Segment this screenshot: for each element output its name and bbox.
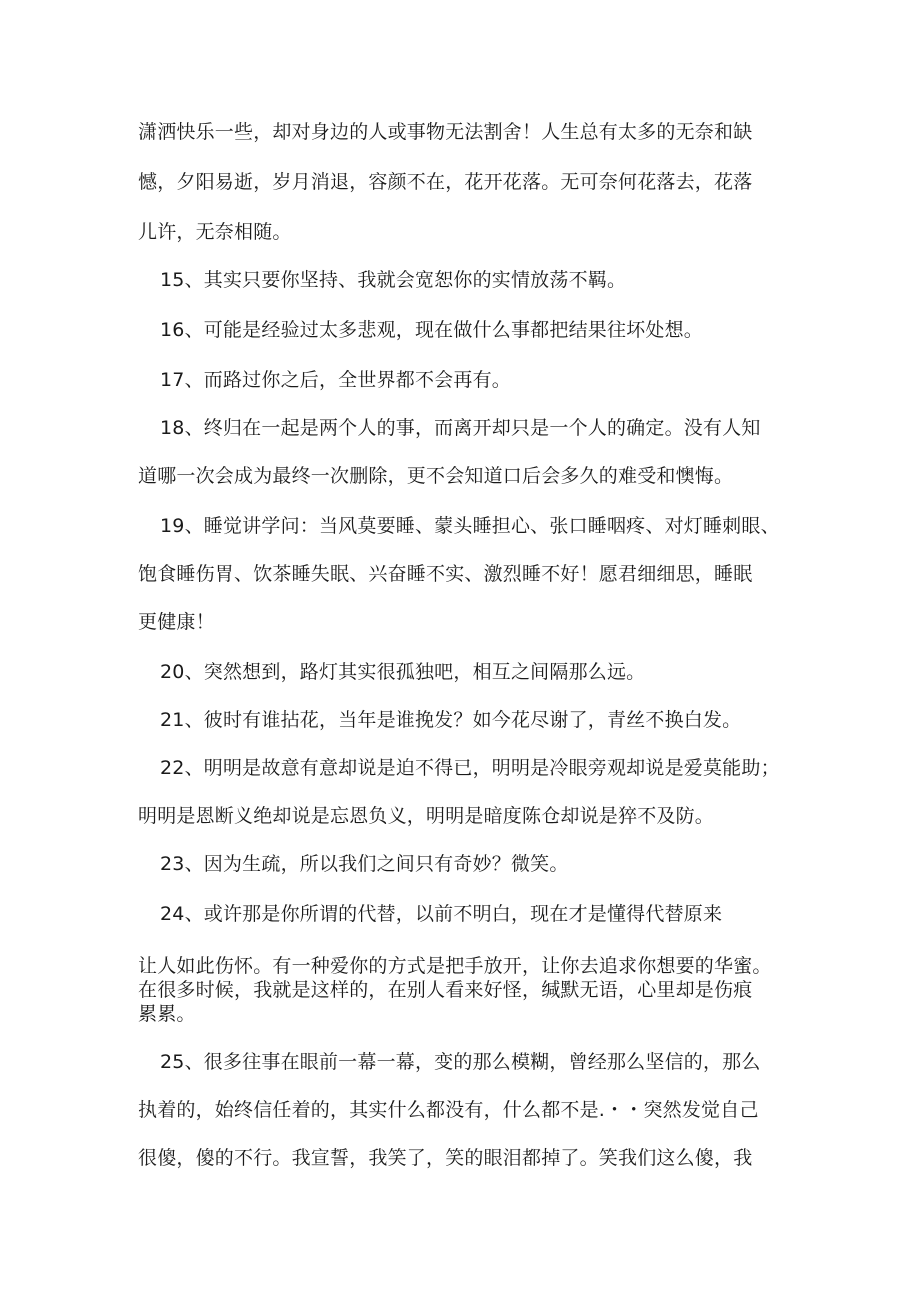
list-item-19: 19、睡觉讲学问：当风莫要睡、蒙头睡担心、张口睡咽疼、对灯睡刺眼、 bbox=[160, 515, 780, 537]
list-item-16: 16、可能是经验过太多悲观，现在做什么事都把结果往坏处想。 bbox=[160, 319, 703, 341]
text-line: 明明是恩断义绝却说是忘恩负义，明明是暗度陈仓却说是猝不及防。 bbox=[138, 805, 715, 827]
list-item-22: 22、明明是故意有意却说是迫不得已，明明是冷眼旁观却说是爱莫能助； bbox=[160, 757, 780, 779]
text-line: 很傻，傻的不行。我宣誓，我笑了，笑的眼泪都掉了。笑我们这么傻，我 bbox=[138, 1147, 753, 1169]
list-item-23: 23、因为生疏，所以我们之间只有奇妙？微笑。 bbox=[160, 853, 569, 875]
list-item-20: 20、突然想到，路灯其实很孤独吧，相互之间隔那么远。 bbox=[160, 661, 646, 683]
text-line: 道哪一次会成为最终一次删除，更不会知道口后会多久的难受和懊悔。 bbox=[138, 465, 734, 487]
text-line: 潇洒快乐一些，却对身边的人或事物无法割舍！人生总有太多的无奈和缺 bbox=[138, 121, 753, 143]
list-item-21: 21、彼时有谁拈花，当年是谁挽发？如今花尽谢了，青丝不换白发。 bbox=[160, 709, 742, 731]
text-line: 更健康！ bbox=[138, 611, 215, 633]
list-item-18: 18、终归在一起是两个人的事，而离开却只是一个人的确定。没有人知 bbox=[160, 417, 761, 439]
text-line: 累累。 bbox=[138, 1003, 196, 1025]
text-line: 饱食睡伤胃、饮茶睡失眠、兴奋睡不实、激烈睡不好！愿君细细思，睡眠 bbox=[138, 563, 753, 585]
text-line: 让人如此伤怀。有一种爱你的方式是把手放开，让你去追求你想要的华蜜。 bbox=[138, 955, 772, 977]
text-line: 儿许，无奈相随。 bbox=[138, 221, 292, 243]
text-line: 在很多时候，我就是这样的，在别人看来好怪，缄默无语，心里却是伤痕 bbox=[138, 979, 753, 1001]
list-item-24: 24、或许那是你所谓的代替，以前不明白，现在才是懂得代替原来 bbox=[160, 903, 723, 925]
text-line: 憾，夕阳易逝，岁月消退，容颜不在，花开花落。无可奈何花落去，花落 bbox=[138, 171, 753, 193]
list-item-25: 25、很多往事在眼前一幕一幕，变的那么模糊，曾经那么坚信的，那么 bbox=[160, 1051, 761, 1073]
text-line: 执着的，始终信任着的，其实什么都没有，什么都不是.・・突然发觉自己 bbox=[138, 1099, 759, 1121]
list-item-17: 17、而路过你之后，全世界都不会再有。 bbox=[160, 369, 511, 391]
list-item-15: 15、其实只要你坚持、我就会宽恕你的实情放荡不羁。 bbox=[160, 269, 627, 291]
